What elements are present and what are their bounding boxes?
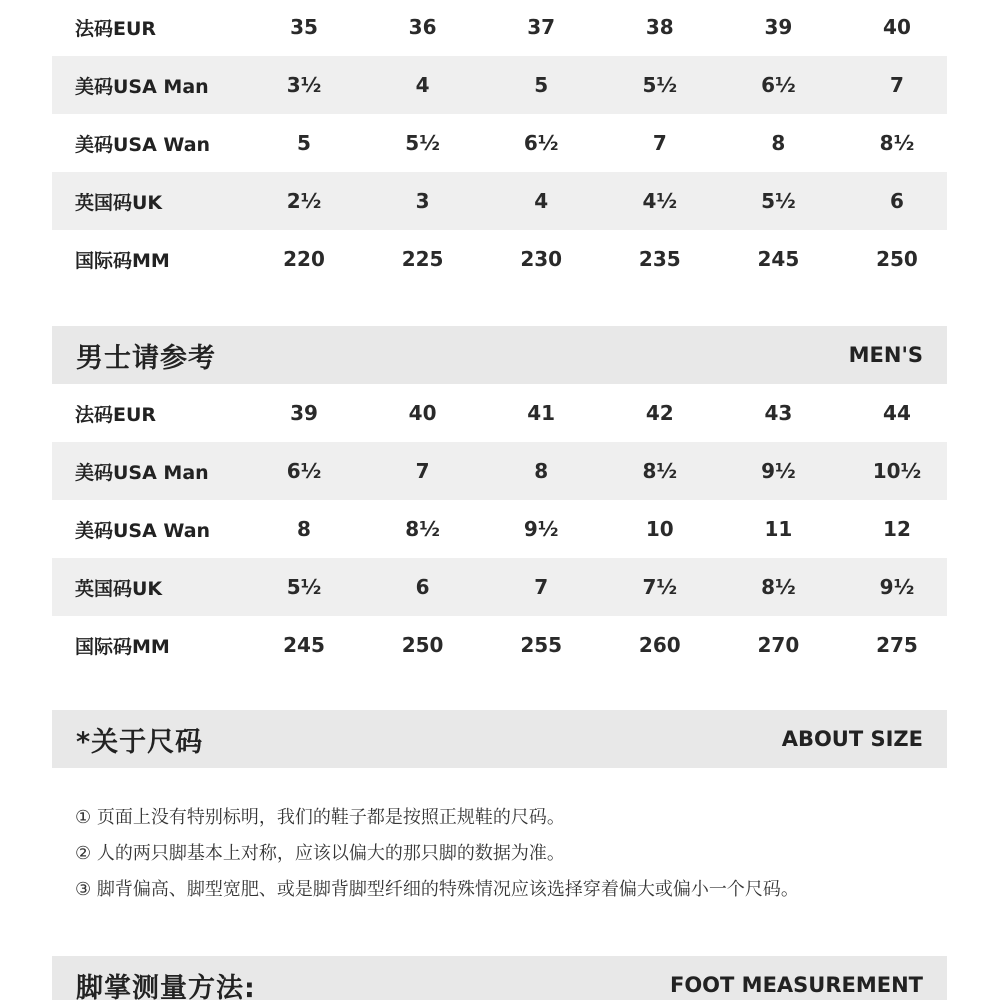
row-label-usa-man: 美码USA Man (75, 75, 209, 98)
row-label-mm: 国际码MM (75, 635, 170, 658)
table-cell: 270 (757, 633, 800, 657)
table-cell: 4 (534, 189, 549, 213)
table-cell: 7 (415, 459, 430, 483)
table-cell: 250 (876, 247, 918, 271)
table-cell: 255 (520, 633, 563, 657)
table-cell: 11 (764, 517, 793, 541)
table-cell: 6½ (761, 73, 796, 97)
table-row (52, 442, 947, 500)
table-cell: 8 (534, 459, 549, 483)
table-row (52, 500, 947, 558)
table-cell: 44 (883, 401, 911, 425)
row-label-usa-man: 美码USA Man (75, 461, 209, 484)
note-item: ③ 脚背偏高、脚型宽肥、或是脚背脚型纤细的特殊情况应该选择穿着偏大或偏小一个尺码。 (75, 879, 799, 900)
table-cell: 40 (883, 15, 911, 39)
table-cell: 275 (876, 633, 918, 657)
table-row (52, 558, 947, 616)
about-size-notes (75, 800, 955, 908)
table-cell: 8 (297, 517, 311, 541)
foot-measurement-title: 脚掌测量方法: (76, 972, 256, 1000)
row-label-mm: 国际码MM (75, 249, 170, 272)
table-cell: 5½ (405, 131, 440, 155)
table-cell: 7 (652, 131, 667, 155)
table-cell: 7½ (642, 575, 678, 599)
row-label-usa-wan: 美码USA Wan (75, 519, 211, 542)
table-cell: 6½ (523, 131, 559, 155)
table-cell: 6 (890, 189, 904, 213)
table-cell: 10½ (872, 459, 922, 483)
table-cell: 5½ (286, 575, 322, 599)
row-label-uk: 英国码UK (75, 577, 163, 600)
table-cell: 7 (534, 575, 549, 599)
table-cell: 5½ (761, 189, 796, 213)
table-cell: 3 (415, 189, 430, 213)
table-cell: 36 (408, 15, 437, 39)
table-row (52, 230, 947, 288)
mens-size-table (52, 384, 947, 674)
foot-measurement-title-en: FOOT MEASUREMENT (669, 973, 923, 997)
table-row (52, 172, 947, 230)
table-cell: 43 (764, 401, 793, 425)
table-cell: 5 (534, 73, 549, 97)
table-cell: 8 (771, 131, 786, 155)
table-cell: 6½ (286, 459, 322, 483)
table-cell: 235 (638, 247, 681, 271)
row-label-eur: 法码EUR (75, 403, 157, 426)
table-cell: 245 (283, 633, 325, 657)
table-row (52, 616, 947, 674)
table-cell: 230 (520, 247, 563, 271)
row-label-eur: 法码EUR (75, 17, 157, 40)
table-row (52, 0, 947, 56)
table-cell: 220 (283, 247, 325, 271)
mens-section-header (52, 326, 947, 384)
table-cell: 8½ (405, 517, 440, 541)
table-cell: 35 (290, 15, 318, 39)
table-cell: 6 (415, 575, 430, 599)
about-size-title: *关于尺码 (76, 726, 204, 758)
row-label-usa-wan: 美码USA Wan (75, 133, 211, 156)
note-item: ② 人的两只脚基本上对称，应该以偏大的那只脚的数据为准。 (75, 843, 565, 864)
table-cell: 3½ (286, 73, 322, 97)
note-item: ① 页面上没有特别标明，我们的鞋子都是按照正规鞋的尺码。 (75, 807, 565, 828)
table-cell: 2½ (286, 189, 322, 213)
table-cell: 5½ (642, 73, 678, 97)
table-cell: 39 (290, 401, 318, 425)
about-size-title-en: ABOUT SIZE (781, 727, 923, 751)
table-cell: 8½ (879, 131, 915, 155)
table-cell: 260 (638, 633, 681, 657)
table-cell: 225 (401, 247, 444, 271)
women-size-table (52, 0, 947, 288)
table-row (52, 56, 947, 114)
table-cell: 9½ (523, 517, 559, 541)
row-label-uk: 英国码UK (75, 191, 163, 214)
table-cell: 4½ (642, 189, 678, 213)
table-cell: 5 (297, 131, 311, 155)
table-cell: 245 (757, 247, 800, 271)
table-row (52, 114, 947, 172)
table-cell: 9½ (879, 575, 915, 599)
table-cell: 4 (415, 73, 430, 97)
table-cell: 39 (764, 15, 793, 39)
table-cell: 10 (645, 517, 674, 541)
table-cell: 12 (883, 517, 911, 541)
table-cell: 42 (645, 401, 674, 425)
foot-measurement-header (52, 956, 947, 1000)
mens-section-title: 男士请参考 (76, 342, 216, 374)
table-cell: 40 (408, 401, 437, 425)
mens-section-title-en: MEN'S (848, 343, 923, 367)
about-size-header (52, 710, 947, 768)
table-cell: 250 (401, 633, 444, 657)
table-cell: 41 (527, 401, 556, 425)
table-cell: 7 (890, 73, 904, 97)
table-cell: 38 (645, 15, 674, 39)
table-cell: 9½ (761, 459, 796, 483)
table-row (52, 384, 947, 442)
table-cell: 8½ (761, 575, 796, 599)
table-cell: 8½ (642, 459, 678, 483)
table-cell: 37 (527, 15, 556, 39)
